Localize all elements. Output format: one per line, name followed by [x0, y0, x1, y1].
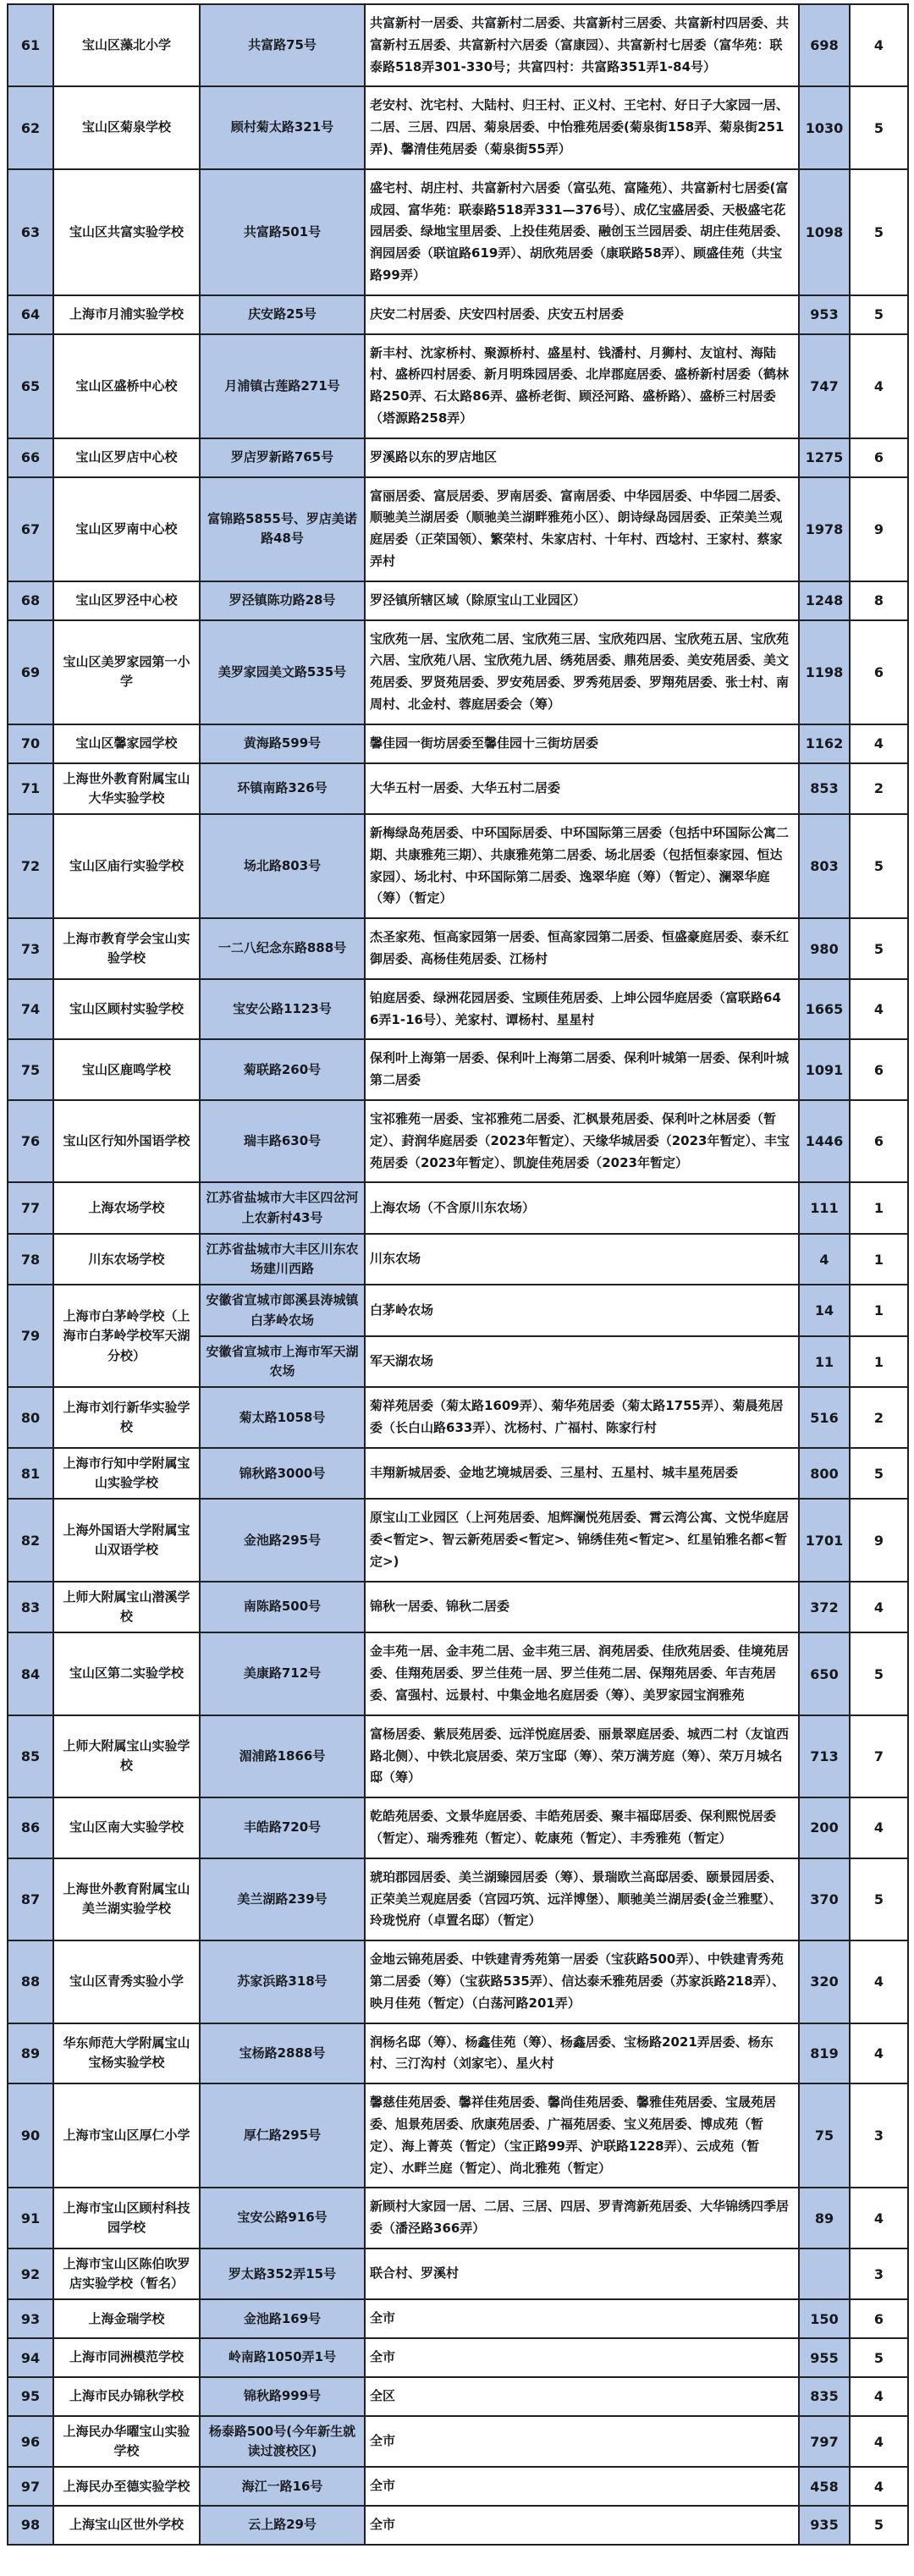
row-number-cell: 86	[8, 1797, 53, 1858]
class-count-cell: 6	[850, 438, 908, 477]
enrollment-area-cell: 馨佳园一街坊居委至馨佳园十三街坊居委	[365, 724, 799, 763]
enrollment-area-cell: 润杨名邸（筹）、杨鑫佳苑（筹）、杨鑫居委、宝杨路2021弄居委、杨东村、三汀沟村（刘家宅）、星火村	[365, 2023, 799, 2084]
class-count-cell: 9	[850, 1499, 908, 1581]
table-row	[8, 814, 908, 918]
enrollment-area-cell: 富杨居委、紫辰苑居委、远洋悦庭居委、丽景翠庭居委、城西二村（友谊西路北侧）、中铁北宸居委、荣万宝邸（筹）、荣万满芳庭（筹）、荣万月城名邸（筹）	[365, 1715, 799, 1797]
student-count-cell: 75	[799, 2083, 850, 2188]
class-count-cell: 5	[850, 1632, 908, 1715]
student-count-cell: 1978	[799, 477, 850, 581]
class-count-cell: 3	[850, 2083, 908, 2188]
school-name-cell: 上海市同洲模范学校	[53, 2338, 200, 2377]
student-count-cell: 953	[799, 295, 850, 334]
class-count-cell: 4	[850, 979, 908, 1040]
enrollment-area-cell: 宝欣苑一居、宝欣苑二居、宝欣苑三居、宝欣苑四居、宝欣苑五居、宝欣苑六居、宝欣苑八居、宝欣苑九居、绣苑居委、鼎苑居委、美安苑居委、美文苑居委、罗贤苑居委、罗安苑居委、罗秀苑居委、罗翔苑居委、张士村、南周村、北金村、蓉庭居委会（筹）	[365, 620, 799, 724]
school-name-cell: 宝山区罗泾中心校	[53, 581, 200, 620]
enrollment-area-cell: 锦秋一居委、锦秋二居委	[365, 1582, 799, 1633]
student-count-cell: 853	[799, 763, 850, 815]
table-row	[8, 2083, 908, 2188]
school-name-cell: 宝山区盛桥中心校	[53, 334, 200, 438]
table-row	[8, 1387, 908, 1448]
row-number-cell: 81	[8, 1448, 53, 1500]
school-name-cell: 宝山区顾村实验学校	[53, 979, 200, 1040]
student-count-cell: 1091	[799, 1039, 850, 1100]
school-name-cell: 宝山区共富实验学校	[53, 169, 200, 295]
student-count-cell: 516	[799, 1387, 850, 1448]
school-name-cell: 宝山区菊泉学校	[53, 86, 200, 168]
address-cell: 苏家浜路318号	[200, 1940, 365, 2023]
school-name-cell: 上海市宝山区厚仁小学	[53, 2083, 200, 2188]
row-number-cell: 67	[8, 477, 53, 581]
school-name-cell: 上师大附属宝山潜溪学校	[53, 1582, 200, 1633]
address-cell: 罗店罗新路765号	[200, 438, 365, 477]
table-row	[8, 1448, 908, 1500]
school-name-cell: 宝山区庙行实验学校	[53, 814, 200, 918]
enrollment-area-cell: 新梅绿岛苑居委、中环国际居委、中环国际第三居委（包括中环国际公寓二期、共康雅苑三期）、共康雅苑第二居委、场北居委（包括恒泰家园、恒达家园）、场北村、中环国际第二居委、逸翠华庭（筹）（暂定）、澜翠华庭（筹）（暂定）	[365, 814, 799, 918]
school-name-cell: 川东农场学校	[53, 1234, 200, 1285]
row-number-cell: 71	[8, 763, 53, 815]
class-count-cell: 4	[850, 2188, 908, 2248]
enrollment-area-cell: 新丰村、沈家桥村、聚源桥村、盛星村、钱潘村、月狮村、友谊村、海陆村、盛桥四村居委、新月明珠园居委、北岸郡庭居委、盛桥新村居委（鹤林路250弄、石太路86弄、盛桥老街、顾泾河路、盛桥路）、盛桥三村居委（塔源路258弄）	[365, 334, 799, 438]
school-name-cell: 上海外国语大学附属宝山双语学校	[53, 1499, 200, 1581]
student-count-cell: 819	[799, 2023, 850, 2084]
student-count-cell: 800	[799, 1448, 850, 1500]
row-number-cell: 77	[8, 1182, 53, 1234]
address-cell: 锦秋路3000号	[200, 1448, 365, 1500]
school-name-cell: 上海农场学校	[53, 1182, 200, 1234]
address-cell: 江苏省盐城市大丰区四岔河上农新村43号	[200, 1182, 365, 1234]
row-number-cell: 89	[8, 2023, 53, 2084]
table-body	[8, 4, 908, 2545]
student-count-cell: 1701	[799, 1499, 850, 1581]
school-name-cell: 上海世外教育附属宝山美兰湖实验学校	[53, 1858, 200, 1940]
table-row	[8, 169, 908, 295]
school-name-cell: 上海市白茅岭学校（上海市白茅岭学校军天湖分校）	[53, 1285, 200, 1387]
enrollment-area-cell: 宝祁雅苑一居委、宝祁雅苑二居委、汇枫景苑居委、保利叶之林居委（暂定）、葑润华庭居委（2023年暂定）、天缘华城居委（2023年暂定）、丰宝苑居委（2023年暂定）、凯旋佳苑居委（2023年暂定）	[365, 1100, 799, 1182]
class-count-cell: 5	[850, 814, 908, 918]
address-cell: 庆安路25号	[200, 295, 365, 334]
enrollment-area-cell: 川东农场	[365, 1234, 799, 1285]
table-row	[8, 1499, 908, 1581]
class-count-cell: 4	[850, 334, 908, 438]
address-cell: 环镇南路326号	[200, 763, 365, 815]
school-name-cell: 宝山区行知外国语学校	[53, 1100, 200, 1182]
school-name-cell: 上海市民办锦秋学校	[53, 2377, 200, 2416]
student-count-cell: 89	[799, 2188, 850, 2248]
student-count-cell: 150	[799, 2299, 850, 2338]
address-cell: 罗太路352弄15号	[200, 2248, 365, 2300]
address-cell: 丰皓路720号	[200, 1797, 365, 1858]
enrollment-area-cell: 全区	[365, 2377, 799, 2416]
row-number-cell: 72	[8, 814, 53, 918]
row-number-cell: 76	[8, 1100, 53, 1182]
row-number-cell: 82	[8, 1499, 53, 1581]
school-name-cell: 宝山区罗店中心校	[53, 438, 200, 477]
enrollment-area-cell: 全市	[365, 2506, 799, 2545]
class-count-cell: 4	[850, 1582, 908, 1633]
student-count-cell: 698	[799, 4, 850, 86]
address-cell: 场北路803号	[200, 814, 365, 918]
table-row	[8, 2248, 908, 2300]
school-name-cell: 宝山区馨家园学校	[53, 724, 200, 763]
student-count-cell: 370	[799, 1858, 850, 1940]
class-count-cell: 4	[850, 1940, 908, 2023]
address-cell: 富锦路5855号、罗店美诺路48号	[200, 477, 365, 581]
class-count-cell: 4	[850, 2467, 908, 2506]
class-count-cell: 1	[850, 1285, 908, 1336]
address-cell: 锦秋路999号	[200, 2377, 365, 2416]
class-count-cell: 5	[850, 169, 908, 295]
table-row	[8, 2299, 908, 2338]
student-count-cell: 955	[799, 2338, 850, 2377]
class-count-cell: 4	[850, 2023, 908, 2084]
school-name-cell: 上海市宝山区陈伯吹罗店实验学校（暂名）	[53, 2248, 200, 2300]
row-number-cell: 75	[8, 1039, 53, 1100]
address-cell: 南陈路500号	[200, 1582, 365, 1633]
school-name-cell: 上师大附属宝山实验学校	[53, 1715, 200, 1797]
student-count-cell: 1162	[799, 724, 850, 763]
student-count-cell: 4	[799, 1234, 850, 1285]
address-cell: 一二八纪念东路888号	[200, 918, 365, 979]
class-count-cell: 5	[850, 2506, 908, 2545]
student-count-cell: 935	[799, 2506, 850, 2545]
student-count-cell: 372	[799, 1582, 850, 1633]
enrollment-area-cell: 白茅岭农场	[365, 1285, 799, 1336]
row-number-cell: 83	[8, 1582, 53, 1633]
enrollment-area-cell: 全市	[365, 2299, 799, 2338]
address-cell: 海江一路16号	[200, 2467, 365, 2506]
address-cell: 共富路501号	[200, 169, 365, 295]
table-row	[8, 1582, 908, 1633]
address-cell: 宝安公路916号	[200, 2188, 365, 2248]
enrollment-area-cell: 保利叶上海第一居委、保利叶上海第二居委、保利叶城第一居委、保利叶城第二居委	[365, 1039, 799, 1100]
enrollment-area-cell: 菊祥苑居委（菊太路1609弄）、菊华苑居委（菊太路1755弄）、菊晨苑居委（长白山路633弄）、沈杨村、广福村、陈家行村	[365, 1387, 799, 1448]
school-name-cell: 上海金瑞学校	[53, 2299, 200, 2338]
table-row	[8, 1039, 908, 1100]
enrollment-area-cell: 丰翔新城居委、金地艺境城居委、三星村、五星村、城丰星苑居委	[365, 1448, 799, 1500]
enrollment-area-cell: 大华五村一居委、大华五村二居委	[365, 763, 799, 815]
school-name-cell: 上海宝山区世外学校	[53, 2506, 200, 2545]
table-row	[8, 477, 908, 581]
table-row	[8, 763, 908, 815]
student-count-cell: 200	[799, 1797, 850, 1858]
row-number-cell: 69	[8, 620, 53, 724]
enrollment-area-cell: 联合村、罗溪村	[365, 2248, 799, 2300]
address-cell: 菊联路260号	[200, 1039, 365, 1100]
school-enrollment-table	[7, 3, 909, 2546]
school-name-cell: 宝山区鹿鸣学校	[53, 1039, 200, 1100]
student-count-cell: 111	[799, 1182, 850, 1234]
student-count-cell: 713	[799, 1715, 850, 1797]
student-count-cell: 803	[799, 814, 850, 918]
student-count-cell: 1248	[799, 581, 850, 620]
row-number-cell: 98	[8, 2506, 53, 2545]
student-count-cell: 11	[799, 1336, 850, 1388]
table-row	[8, 334, 908, 438]
address-cell: 云上路29号	[200, 2506, 365, 2545]
school-name-cell: 上海市教育学会宝山实验学校	[53, 918, 200, 979]
row-number-cell: 66	[8, 438, 53, 477]
enrollment-area-cell: 军天湖农场	[365, 1336, 799, 1388]
enrollment-area-cell: 杰圣家苑、恒高家园第一居委、恒高家园第二居委、恒盛豪庭居委、泰禾红御居委、高杨佳苑居委、江杨村	[365, 918, 799, 979]
student-count-cell: 980	[799, 918, 850, 979]
table-row	[8, 1632, 908, 1715]
class-count-cell: 5	[850, 1858, 908, 1940]
class-count-cell: 4	[850, 724, 908, 763]
class-count-cell: 5	[850, 86, 908, 168]
enrollment-area-cell: 老安村、沈宅村、大陆村、归王村、正义村、王宅村、好日子大家园一居、二居、三居、四居、菊泉居委、中怡雅苑居委(菊泉街158弄、菊泉街251弄)、馨清佳苑居委（菊泉街55弄）	[365, 86, 799, 168]
address-cell: 江苏省盐城市大丰区川东农场建川西路	[200, 1234, 365, 1285]
school-name-cell: 宝山区美罗家园第一小学	[53, 620, 200, 724]
row-number-cell: 84	[8, 1632, 53, 1715]
table-row	[8, 1100, 908, 1182]
class-count-cell: 2	[850, 1387, 908, 1448]
enrollment-area-cell: 铂庭居委、绿洲花园居委、宝顾佳苑居委、上坤公园华庭居委（富联路646弄1-16号）、羌家村、谭杨村、星星村	[365, 979, 799, 1040]
class-count-cell: 1	[850, 1336, 908, 1388]
table-row	[8, 1182, 908, 1234]
student-count-cell: 1198	[799, 620, 850, 724]
table-row	[8, 620, 908, 724]
table-row	[8, 2188, 908, 2248]
student-count-cell: 320	[799, 1940, 850, 2023]
class-count-cell: 1	[850, 1234, 908, 1285]
table-row	[8, 1940, 908, 2023]
student-count-cell: 1446	[799, 1100, 850, 1182]
row-number-cell: 62	[8, 86, 53, 168]
class-count-cell: 1	[850, 1182, 908, 1234]
class-count-cell: 3	[850, 2248, 908, 2300]
enrollment-area-cell: 新顾村大家园一居、二居、三居、四居、罗青湾新苑居委、大华锦绣四季居委（潘泾路366弄）	[365, 2188, 799, 2248]
table-row	[8, 2467, 908, 2506]
address-cell: 杨泰路500号(今年新生就读过渡校区)	[200, 2416, 365, 2468]
address-cell: 岭南路1050弄1号	[200, 2338, 365, 2377]
student-count-cell: 14	[799, 1285, 850, 1336]
address-cell: 罗泾镇陈功路28号	[200, 581, 365, 620]
table-row	[8, 4, 908, 86]
enrollment-area-cell: 上海农场（不含原川东农场）	[365, 1182, 799, 1234]
class-count-cell: 9	[850, 477, 908, 581]
enrollment-area-cell: 全市	[365, 2416, 799, 2468]
row-number-cell: 74	[8, 979, 53, 1040]
row-number-cell: 61	[8, 4, 53, 86]
class-count-cell: 5	[850, 295, 908, 334]
address-cell: 湄浦路1866号	[200, 1715, 365, 1797]
school-name-cell: 上海市刘行新华实验学校	[53, 1387, 200, 1448]
row-number-cell: 88	[8, 1940, 53, 2023]
table-row	[8, 438, 908, 477]
school-name-cell: 上海市行知中学附属宝山实验学校	[53, 1448, 200, 1500]
enrollment-area-cell: 乾皓苑居委、文景华庭居委、丰皓苑居委、聚丰福邸居委、保利熙悦居委（暂定）、瑞秀雅苑（暂定）、乾康苑（暂定）、丰秀雅苑（暂定）	[365, 1797, 799, 1858]
row-number-cell: 80	[8, 1387, 53, 1448]
table-row	[8, 581, 908, 620]
row-number-cell: 65	[8, 334, 53, 438]
row-number-cell: 63	[8, 169, 53, 295]
student-count-cell: 747	[799, 334, 850, 438]
address-cell: 金池路169号	[200, 2299, 365, 2338]
class-count-cell: 4	[850, 2416, 908, 2468]
address-cell: 厚仁路295号	[200, 2083, 365, 2188]
class-count-cell: 8	[850, 581, 908, 620]
address-cell: 瑞丰路630号	[200, 1100, 365, 1182]
student-count-cell	[799, 2248, 850, 2300]
address-cell: 金池路295号	[200, 1499, 365, 1581]
school-name-cell: 宝山区藻北小学	[53, 4, 200, 86]
class-count-cell: 4	[850, 1797, 908, 1858]
class-count-cell: 6	[850, 1039, 908, 1100]
school-name-cell: 宝山区第二实验学校	[53, 1632, 200, 1715]
row-number-cell: 96	[8, 2416, 53, 2468]
class-count-cell: 6	[850, 1100, 908, 1182]
table-row	[8, 2506, 908, 2545]
address-cell: 月浦镇古莲路271号	[200, 334, 365, 438]
table-row	[8, 86, 908, 168]
row-number-cell: 90	[8, 2083, 53, 2188]
enrollment-area-cell: 庆安二村居委、庆安四村居委、庆安五村居委	[365, 295, 799, 334]
table-row	[8, 918, 908, 979]
row-number-cell: 79	[8, 1285, 53, 1387]
class-count-cell: 5	[850, 2338, 908, 2377]
row-number-cell: 64	[8, 295, 53, 334]
table-row	[8, 1285, 908, 1336]
school-name-cell: 宝山区南大实验学校	[53, 1797, 200, 1858]
table-row	[8, 724, 908, 763]
table-row	[8, 2416, 908, 2468]
student-count-cell: 1275	[799, 438, 850, 477]
class-count-cell: 4	[850, 2377, 908, 2416]
table-row	[8, 2023, 908, 2084]
row-number-cell: 73	[8, 918, 53, 979]
row-number-cell: 92	[8, 2248, 53, 2300]
school-name-cell: 上海市月浦实验学校	[53, 295, 200, 334]
class-count-cell: 6	[850, 2299, 908, 2338]
row-number-cell: 70	[8, 724, 53, 763]
student-count-cell: 797	[799, 2416, 850, 2468]
student-count-cell: 1098	[799, 169, 850, 295]
address-cell: 美罗家园美文路535号	[200, 620, 365, 724]
student-count-cell: 835	[799, 2377, 850, 2416]
class-count-cell: 5	[850, 918, 908, 979]
school-name-cell: 宝山区罗南中心校	[53, 477, 200, 581]
enrollment-area-cell: 罗泾镇所辖区域（除原宝山工业园区）	[365, 581, 799, 620]
table-row	[8, 1234, 908, 1285]
table-row	[8, 1858, 908, 1940]
enrollment-area-cell: 全市	[365, 2338, 799, 2377]
school-name-cell: 上海民办华曜宝山实验学校	[53, 2416, 200, 2468]
enrollment-area-cell: 全市	[365, 2467, 799, 2506]
class-count-cell: 4	[850, 4, 908, 86]
table-row	[8, 1715, 908, 1797]
row-number-cell: 68	[8, 581, 53, 620]
table-row	[8, 2338, 908, 2377]
row-number-cell: 93	[8, 2299, 53, 2338]
address-cell: 宝安公路1123号	[200, 979, 365, 1040]
student-count-cell: 650	[799, 1632, 850, 1715]
school-name-cell: 上海世外教育附属宝山大华实验学校	[53, 763, 200, 815]
enrollment-area-cell: 共富新村一居委、共富新村二居委、共富新村三居委、共富新村四居委、共富新村五居委、共富新村六居委（富康园）、共富新村七居委（富华苑：联泰路518弄301-330号；共富四村：共富路351弄1-84号）	[365, 4, 799, 86]
enrollment-area-cell: 原宝山工业园区（上河苑居委、旭辉澜悦苑居委、霄云湾公寓、文悦华庭居委<暂定>、智云新苑居委<暂定>、锦绣佳苑<暂定>、红星铂雅名都<暂定>)	[365, 1499, 799, 1581]
table-row	[8, 2377, 908, 2416]
address-cell: 安徽省宣城市上海市军天湖农场	[200, 1336, 365, 1388]
address-cell: 美康路712号	[200, 1632, 365, 1715]
class-count-cell: 5	[850, 1448, 908, 1500]
class-count-cell: 6	[850, 620, 908, 724]
table-row	[8, 1797, 908, 1858]
class-count-cell: 7	[850, 1715, 908, 1797]
address-cell: 菊太路1058号	[200, 1387, 365, 1448]
student-count-cell: 458	[799, 2467, 850, 2506]
address-cell: 共富路75号	[200, 4, 365, 86]
school-name-cell: 上海市宝山区顾村科技园学校	[53, 2188, 200, 2248]
table-row	[8, 979, 908, 1040]
row-number-cell: 97	[8, 2467, 53, 2506]
address-cell: 宝杨路2888号	[200, 2023, 365, 2084]
class-count-cell: 2	[850, 763, 908, 815]
address-cell: 顾村菊太路321号	[200, 86, 365, 168]
address-cell: 安徽省宣城市郎溪县涛城镇白茅岭农场	[200, 1285, 365, 1336]
row-number-cell: 87	[8, 1858, 53, 1940]
school-name-cell: 宝山区青秀实验小学	[53, 1940, 200, 2023]
student-count-cell: 1665	[799, 979, 850, 1040]
table-row	[8, 295, 908, 334]
row-number-cell: 95	[8, 2377, 53, 2416]
row-number-cell: 85	[8, 1715, 53, 1797]
enrollment-area-cell: 罗溪路以东的罗店地区	[365, 438, 799, 477]
address-cell: 美兰湖路239号	[200, 1858, 365, 1940]
row-number-cell: 94	[8, 2338, 53, 2377]
enrollment-area-cell: 馨慈佳苑居委、馨祥佳苑居委、馨尚佳苑居委、馨雅佳苑居委、宝晟苑居委、旭景苑居委、欣康苑居委、广福苑居委、宝义苑居委、博成苑（暂定）、海上菁英（暂定）（宝正路99弄、沪联路1228弄）、云成苑（暂定）、水畔兰庭（暂定）、尚北雅苑（暂定）	[365, 2083, 799, 2188]
school-name-cell: 华东师范大学附属宝山宝杨实验学校	[53, 2023, 200, 2084]
row-number-cell: 91	[8, 2188, 53, 2248]
enrollment-area-cell: 琥珀郡园居委、美兰湖臻园居委（筹）、景瑞欧兰高邸居委、颐景园居委、正荣美兰观庭居委（宫园巧筑、远洋博堡）、顺驰美兰湖居委(金兰雅墅）、玲珑悦府（卓置名邸）（暂定）	[365, 1858, 799, 1940]
student-count-cell: 1030	[799, 86, 850, 168]
enrollment-area-cell: 金地云锦苑居委、中铁建青秀苑第一居委（宝荻路500弄）、中铁建青秀苑第二居委（筹）（宝荻路535弄）、信达泰禾雅苑居委（苏家浜路218弄）、映月佳苑（暂定）（白荡河路201弄）	[365, 1940, 799, 2023]
school-name-cell: 上海民办至德实验学校	[53, 2467, 200, 2506]
enrollment-area-cell: 盛宅村、胡庄村、共富新村六居委（富弘苑、富隆苑）、共富新村七居委(富成园、富华苑：联泰路518弄331—376号）、成亿宝盛居委、天极盛宅花园居委、绿地宝里居委、上投佳苑居委、融创玉兰园居委、胡庄佳苑居委、润园居委（联谊路619弄）、胡欣苑居委（康联路58弄）、顾盛佳苑（共宝路99弄）	[365, 169, 799, 295]
row-number-cell: 78	[8, 1234, 53, 1285]
address-cell: 黄海路599号	[200, 724, 365, 763]
enrollment-area-cell: 富丽居委、富辰居委、罗南居委、富南居委、中华园居委、中华园二居委、顺驰美兰湖居委（顺驰美兰湖畔雅苑小区）、朗诗绿岛园居委、正荣美兰观庭居委（正荣国领）、繁荣村、朱家店村、十年村、西埝村、王家村、蔡家弄村	[365, 477, 799, 581]
enrollment-area-cell: 金丰苑一居、金丰苑二居、金丰苑三居、润苑居委、佳欣苑居委、佳境苑居委、佳翔苑居委、罗兰佳苑一居、罗兰佳苑二居、保翔苑居委、年吉苑居委、富强村、远景村、中集金地名庭居委（筹）、美罗家园宝润雅苑	[365, 1632, 799, 1715]
